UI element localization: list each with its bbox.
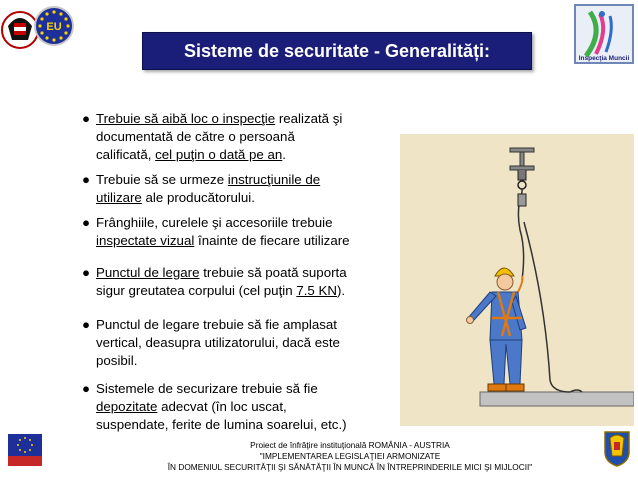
bullet-dot-icon: ●: [82, 317, 91, 332]
underlined-text: instrucţiunile de: [227, 172, 321, 187]
text-segment: vertical, deasupra utilizatorului, dacă este: [96, 335, 340, 350]
text-segment: ale producătorului.: [141, 190, 255, 205]
text-segment: .: [282, 147, 286, 162]
partner-logos: [0, 0, 86, 60]
bullet-dot-icon: ●: [82, 172, 91, 187]
footer-line-1: Proiect de înfrăţire instituţională ROMÂNIA - AUSTRIA: [250, 440, 450, 450]
eu-logo-label: EU: [46, 21, 62, 33]
bullet-line: [96, 264, 347, 282]
text-segment: calificată,: [96, 147, 156, 162]
bullet-line: [96, 214, 350, 232]
bullet-line: [96, 171, 320, 189]
text-segment: sigur greutatea corpului (cel puţin: [96, 283, 297, 298]
bullet-line: [96, 110, 342, 128]
bullet-text: [96, 316, 340, 370]
bullet-line: [96, 380, 347, 398]
bullet-line: [96, 316, 340, 334]
bullet-line: [96, 352, 340, 370]
bullet-text: [96, 264, 347, 300]
bullet-item: [82, 264, 347, 300]
bullet-text: [96, 214, 350, 250]
bullet-dot-icon: ●: [82, 265, 91, 280]
inspectia-muncii-logo: [574, 4, 634, 64]
worker-fall-arrest-illustration: [400, 130, 634, 426]
eu-flag-logo: [35, 7, 73, 45]
underlined-text: inspectate vizual: [96, 233, 195, 248]
bullet-line: [96, 146, 342, 164]
text-segment: adecvat (în loc uscat,: [157, 399, 287, 414]
title-bar: [142, 32, 532, 70]
text-segment: Frânghiile, curelele şi accesoriile trebuie: [96, 215, 333, 230]
text-segment: ).: [336, 283, 346, 298]
bullet-line: [96, 128, 342, 146]
footer: [100, 440, 600, 473]
bullet-item: [82, 110, 342, 164]
bullet-line: [96, 334, 340, 352]
text-segment: trebuie să poată suporta: [199, 265, 347, 280]
text-segment: documentată de către o persoană: [96, 129, 295, 144]
underlined-text: cel puţin o dată pe an: [155, 147, 283, 162]
text-segment: suspendate, ferite de lumina soarelui, etc.): [96, 417, 347, 432]
bullet-line: [96, 189, 320, 207]
underlined-text: 7.5 KN: [296, 283, 337, 298]
bullet-item: [82, 380, 347, 434]
bullet-line: [96, 232, 350, 250]
underlined-text: depozitate: [96, 399, 158, 414]
footer-line-3: ÎN DOMENIUL SECURITĂŢII ŞI SĂNĂTĂŢII ÎN MUNCĂ ÎN ÎNTREPRINDERILE MICI ŞI MIJLOCII": [167, 462, 533, 472]
project-partner-logo: [8, 434, 42, 470]
bullet-item: [82, 214, 350, 250]
footer-line-2: "IMPLEMENTAREA LEGISLAŢIEI ARMONIZATE: [259, 451, 441, 461]
text-segment: Punctul de legare trebuie să fie amplasat: [96, 317, 337, 332]
text-segment: realizată şi: [275, 111, 343, 126]
bullet-line: [96, 416, 347, 434]
text-segment: Sistemele de securizare trebuie să fie: [96, 381, 318, 396]
bullet-item: [82, 171, 320, 207]
page-title: Sisteme de securitate - Generalități:: [183, 41, 491, 61]
text-segment: posibil.: [96, 353, 138, 368]
bullet-line: [96, 282, 347, 300]
bullet-dot-icon: ●: [82, 381, 91, 396]
inspectia-logo-label: Inspecţia Muncii: [578, 55, 630, 62]
text-segment: înainte de fiecare utilizare: [194, 233, 350, 248]
bullet-line: [96, 398, 347, 416]
underlined-text: Trebuie să aibă loc o inspecţie: [96, 111, 276, 126]
romania-coat-of-arms: [602, 428, 632, 468]
bullet-text: [96, 380, 347, 434]
text-segment: Trebuie să se urmeze: [96, 172, 228, 187]
floor-slab: [480, 392, 634, 406]
bullet-dot-icon: ●: [82, 215, 91, 230]
austrian-eagle-logo: [2, 12, 38, 48]
bullet-text: [96, 171, 320, 207]
underlined-text: Punctul de legare: [96, 265, 200, 280]
underlined-text: utilizare: [96, 190, 142, 205]
bullet-text: [96, 110, 342, 164]
bullet-item: [82, 316, 340, 370]
bullet-dot-icon: ●: [82, 111, 91, 126]
